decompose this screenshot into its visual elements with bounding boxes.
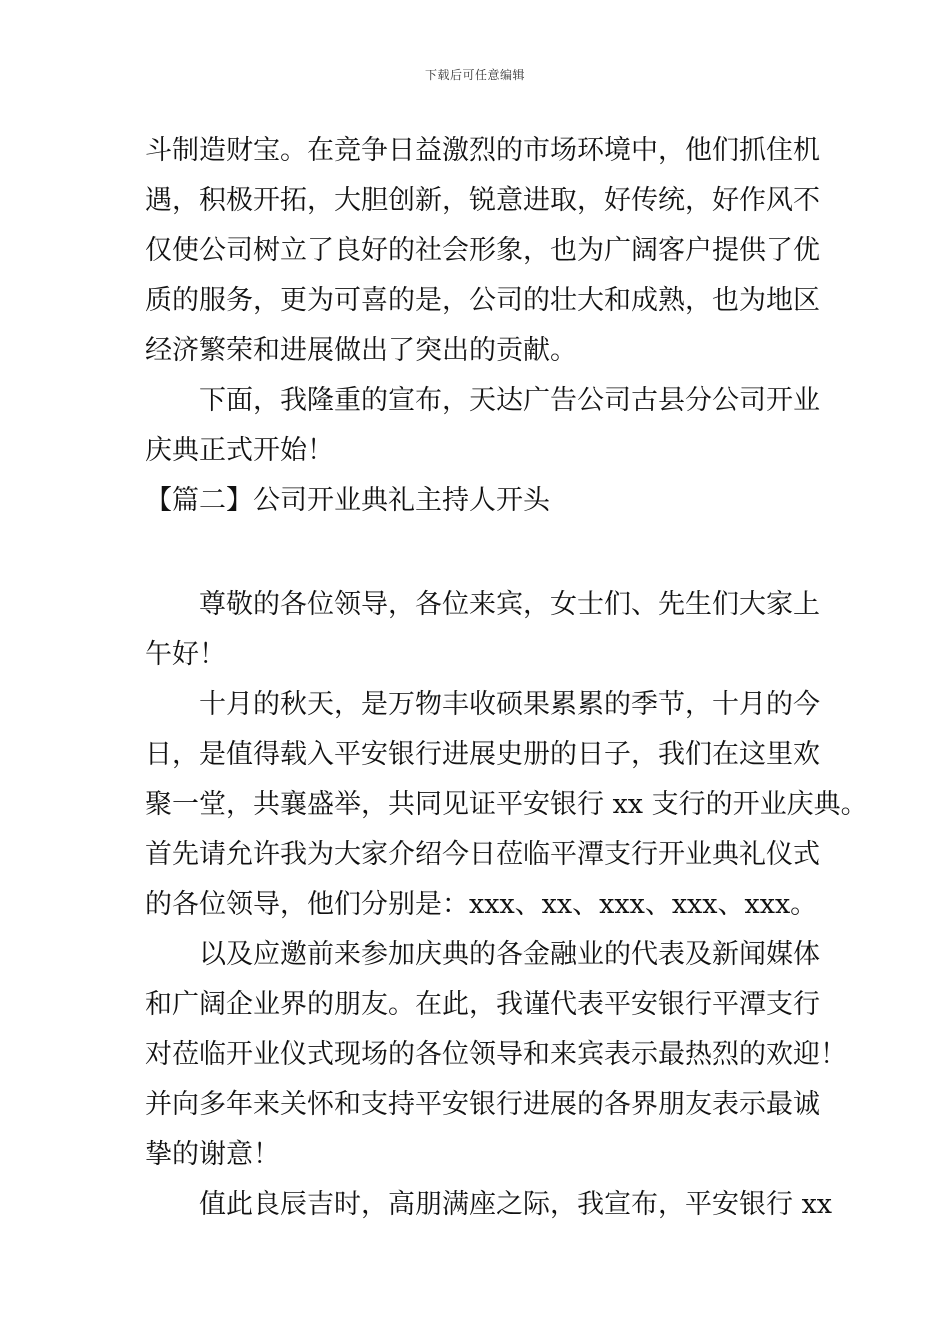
text-line: 和广阔企业界的朋友。在此，我谨代表平安银行平潭支行	[145, 989, 820, 1020]
text-line: 仅使公司树立了良好的社会形象，也为广阔客户提供了优	[145, 235, 820, 266]
paragraph	[145, 680, 868, 930]
paragraph	[145, 126, 835, 376]
text-line: 斗制造财宝。在竞争日益激烈的市场环境中，他们抓住机	[145, 135, 820, 166]
text-line: 日，是值得载入平安银行进展史册的日子，我们在这里欢	[145, 739, 820, 770]
text-line: 的各位领导，他们分别是：xxx、xx、xxx、xxx、xxx。	[145, 889, 818, 920]
text-line: 以及应邀前来参加庆典的各金融业的代表及新闻媒体	[199, 939, 820, 970]
text-line: 午好！	[145, 639, 226, 670]
text-line: 值此良辰吉时，高朋满座之际，我宣布，平安银行 xx	[199, 1189, 833, 1220]
paragraph	[145, 930, 847, 1180]
paragraph	[145, 1180, 835, 1230]
document-body	[145, 126, 868, 1230]
blank-space	[145, 526, 835, 580]
text-line: 经济繁荣和进展做出了突出的贡献。	[145, 335, 577, 366]
text-line: 质的服务，更为可喜的是，公司的壮大和成熟，也为地区	[145, 285, 820, 316]
text-line: 并向多年来关怀和支持平安银行进展的各界朋友表示最诚	[145, 1089, 820, 1120]
text-line: 首先请允许我为大家介绍今日莅临平潭支行开业典礼仪式	[145, 839, 820, 870]
text-line: 挚的谢意！	[145, 1139, 280, 1170]
section-heading: 【篇二】公司开业典礼主持人开头	[145, 485, 550, 516]
paragraph	[145, 376, 835, 476]
text-line: 下面，我隆重的宣布，天达广告公司古县分公司开业	[199, 385, 820, 416]
text-line: 聚一堂，共襄盛举，共同见证平安银行 xx 支行的开业庆典。	[145, 789, 868, 820]
paragraph	[145, 580, 835, 680]
text-line: 庆典正式开始！	[145, 435, 334, 466]
text-line: 十月的秋天，是万物丰收硕果累累的季节，十月的今	[199, 689, 820, 720]
text-line: 对莅临开业仪式现场的各位领导和来宾表示最热烈的欢迎！	[145, 1039, 847, 1070]
text-line: 尊敬的各位领导，各位来宾，女士们、先生们大家上	[199, 589, 820, 620]
page-header: 下载后可任意编辑	[424, 68, 525, 82]
text-line: 遇，积极开拓，大胆创新，锐意进取，好传统，好作风不	[145, 185, 820, 216]
